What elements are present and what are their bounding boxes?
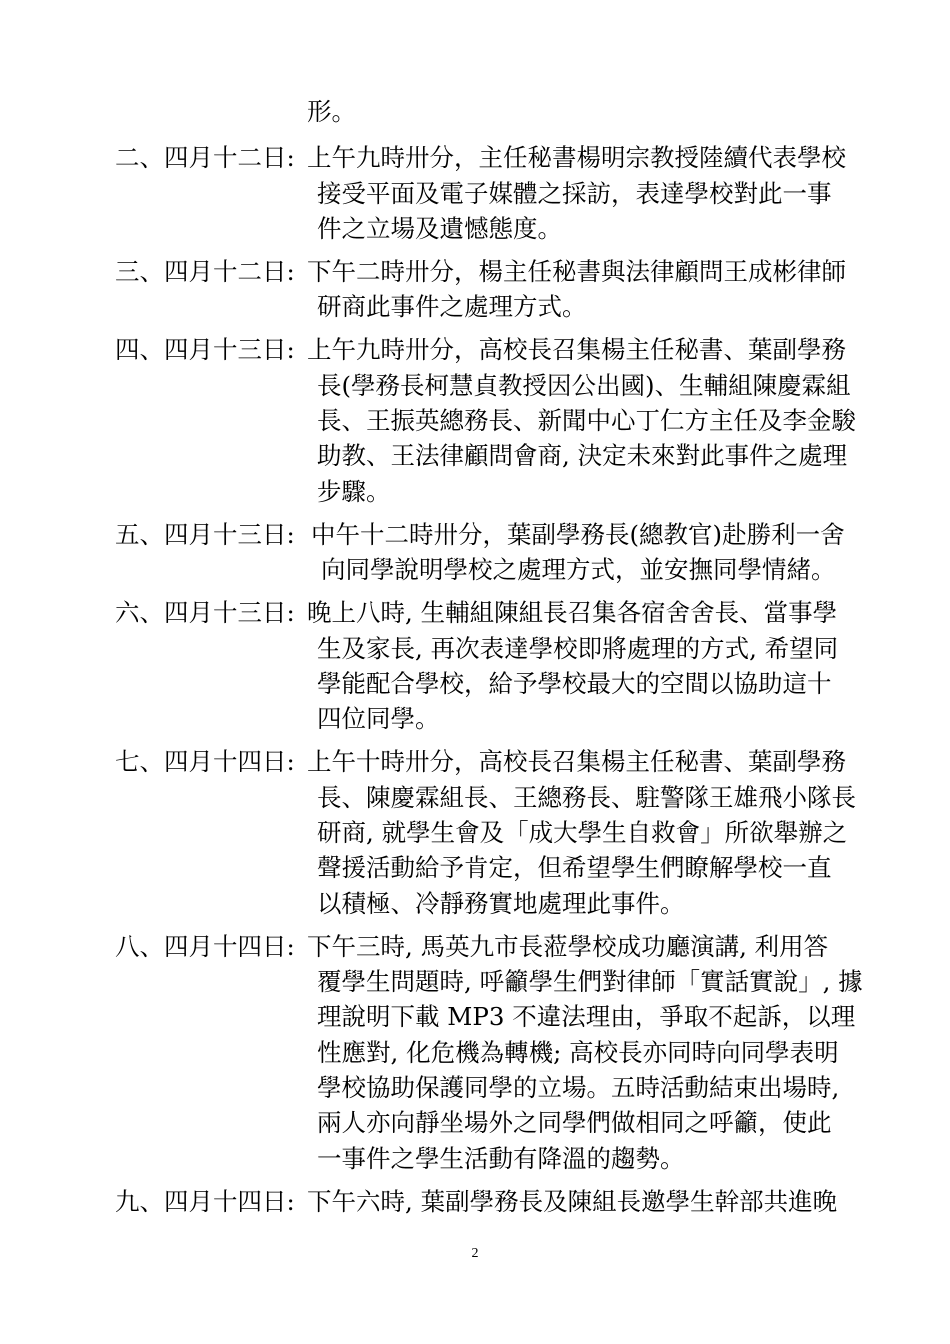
item-text-line: 上午九時卅分，主任秘書楊明宗教授陸續代表學校 [307,143,846,172]
item-label: 九、四月十四日: [115,1187,295,1216]
item-text-line: 理說明下載 MP3 不違法理由，爭取不起訴，以理 [317,1002,856,1031]
item-text-line: 學校協助保護同學的立場。五時活動結束出場時, [317,1073,840,1102]
item-text-line: 研商此事件之處理方式。 [317,292,587,321]
item-text-line: 長、陳慶霖組長、王總務長、駐警隊王雄飛小隊長 [317,783,856,812]
item-label: 七、四月十四日: [115,747,295,776]
item-label: 六、四月十三日: [115,598,295,627]
item-text-line: 件之立場及遺憾態度。 [317,214,562,243]
item-text-line: 學能配合學校，給予學校最大的空間以協助這十 [317,669,832,698]
item-text-line: 研商, 就學生會及「成大學生自救會」所欲舉辦之 [317,818,848,847]
item-text-line: 覆學生問題時, 呼籲學生們對律師「實話實說」, 據 [317,967,863,996]
item-text-line: 上午九時卅分，高校長召集楊主任秘書、葉副學務 [307,335,846,364]
item-label: 二、四月十二日: [115,143,295,172]
item-text-line: 聲援活動給予肯定，但希望學生們瞭解學校一直 [317,853,832,882]
item-text-line: 晚上八時, 生輔組陳組長召集各宿舍舍長、當事學 [307,598,838,627]
item-text-line: 下午二時卅分，楊主任秘書與法律顧問王成彬律師 [307,257,846,286]
item-label: 三、四月十二日: [115,257,295,286]
item-text-line: 四位同學。 [317,704,440,733]
item-label: 五、四月十三日: [115,520,295,549]
item-text-line: 下午三時, 馬英九市長蒞學校成功廳演講, 利用答 [307,932,829,961]
item-text-line: 步驟。 [317,477,391,506]
item-label: 八、四月十四日: [115,932,295,961]
item-text-line: 以積極、冷靜務實地處理此事件。 [317,889,685,918]
item-text-line: 一事件之學生活動有降溫的趨勢。 [317,1144,685,1173]
item-text-line: 性應對, 化危機為轉機; 高校長亦同時向同學表明 [317,1038,839,1067]
page-number: 2 [471,1246,479,1261]
item-text-line: 上午十時卅分，高校長召集楊主任秘書、葉副學務 [307,747,846,776]
item-text-line: 向同學說明學校之處理方式，並安撫同學情緒。 [321,555,836,584]
item-text-line: 下午六時, 葉副學務長及陳組長邀學生幹部共進晚 [307,1187,838,1216]
item-text-line: 助教、王法律顧問會商, 決定未來對此事件之處理 [317,441,848,470]
item-text-line: 中午十二時卅分，葉副學務長(總教官)赴勝利一舍 [311,520,845,549]
continuation-text: 形。 [307,97,356,126]
item-text-line: 長、王振英總務長、新聞中心丁仁方主任及李金駿 [317,406,856,435]
item-text-line: 生及家長, 再次表達學校即將處理的方式, 希望同 [317,634,839,663]
item-text-line: 長(學務長柯慧貞教授因公出國)、生輔組陳慶霖組 [317,371,851,400]
item-text-line: 兩人亦向靜坐場外之同學們做相同之呼籲，使此 [317,1108,832,1137]
item-label: 四、四月十三日: [115,335,295,364]
item-text-line: 接受平面及電子媒體之採訪，表達學校對此一事 [317,179,832,208]
